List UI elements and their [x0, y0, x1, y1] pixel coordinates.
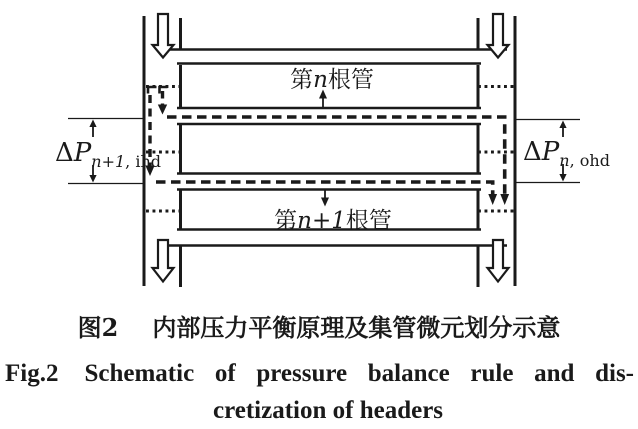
tube-n-label-var: n	[313, 67, 328, 93]
schematic-ink	[68, 14, 580, 287]
discretization-dotted-lines	[146, 87, 514, 212]
right-measure-arrowhead-down	[559, 174, 566, 182]
subscript-var: n	[559, 151, 570, 170]
tube-n1-label-var: n+1	[297, 208, 346, 234]
header-flow-arrows	[153, 14, 509, 282]
delta-symbol: Δ	[55, 138, 74, 168]
subscript-rest: , ihd	[125, 152, 162, 171]
tube-n1-label-arrowhead	[321, 198, 329, 207]
tube-n1-label-pre: 第	[274, 208, 298, 234]
flow-path-hook-1	[148, 87, 157, 94]
caption-chinese-fig-number: 图2	[77, 313, 119, 342]
tube-n-label-pre: 第	[290, 67, 314, 93]
caption-english-line2	[213, 395, 443, 427]
arrowhead-out-tube-n	[500, 194, 509, 205]
arrowhead-out-tube-n1	[488, 194, 497, 205]
right-measure-arrowhead-up	[559, 121, 566, 129]
tube-n1-label-post: 根管	[345, 208, 392, 234]
left-measure-arrowhead-up	[89, 120, 96, 128]
subscript-var: n+1	[91, 152, 126, 171]
caption-chinese	[0, 312, 638, 344]
caption-english-text-line2: cretization of headers	[213, 397, 444, 424]
arrowhead-into-tube-n	[158, 105, 167, 115]
tube-n1-label	[274, 208, 392, 234]
caption-english-text-line1: Schematic of pressure balance rule and dis-	[84, 360, 634, 387]
caption-english-line1	[5, 358, 634, 390]
caption-english-fig-number: Fig.2	[5, 360, 59, 387]
down-arrow-icon-top-left	[153, 14, 174, 58]
tube-n-label	[290, 67, 374, 93]
down-arrow-icon-top-right	[488, 14, 509, 58]
pressure-drop-label-right	[523, 137, 610, 170]
pressure-symbol: P	[73, 138, 92, 168]
delta-symbol: Δ	[523, 137, 542, 167]
subscript-rest: , ohd	[569, 151, 610, 170]
left-measure-arrowhead-down	[89, 175, 96, 183]
tube-n-label-post: 根管	[327, 67, 374, 93]
pressure-symbol: P	[541, 137, 560, 167]
caption-chinese-text: 内部压力平衡原理及集管微元划分示意	[152, 313, 561, 342]
figure-labels	[55, 67, 610, 234]
dashed-flow-path	[145, 87, 509, 205]
